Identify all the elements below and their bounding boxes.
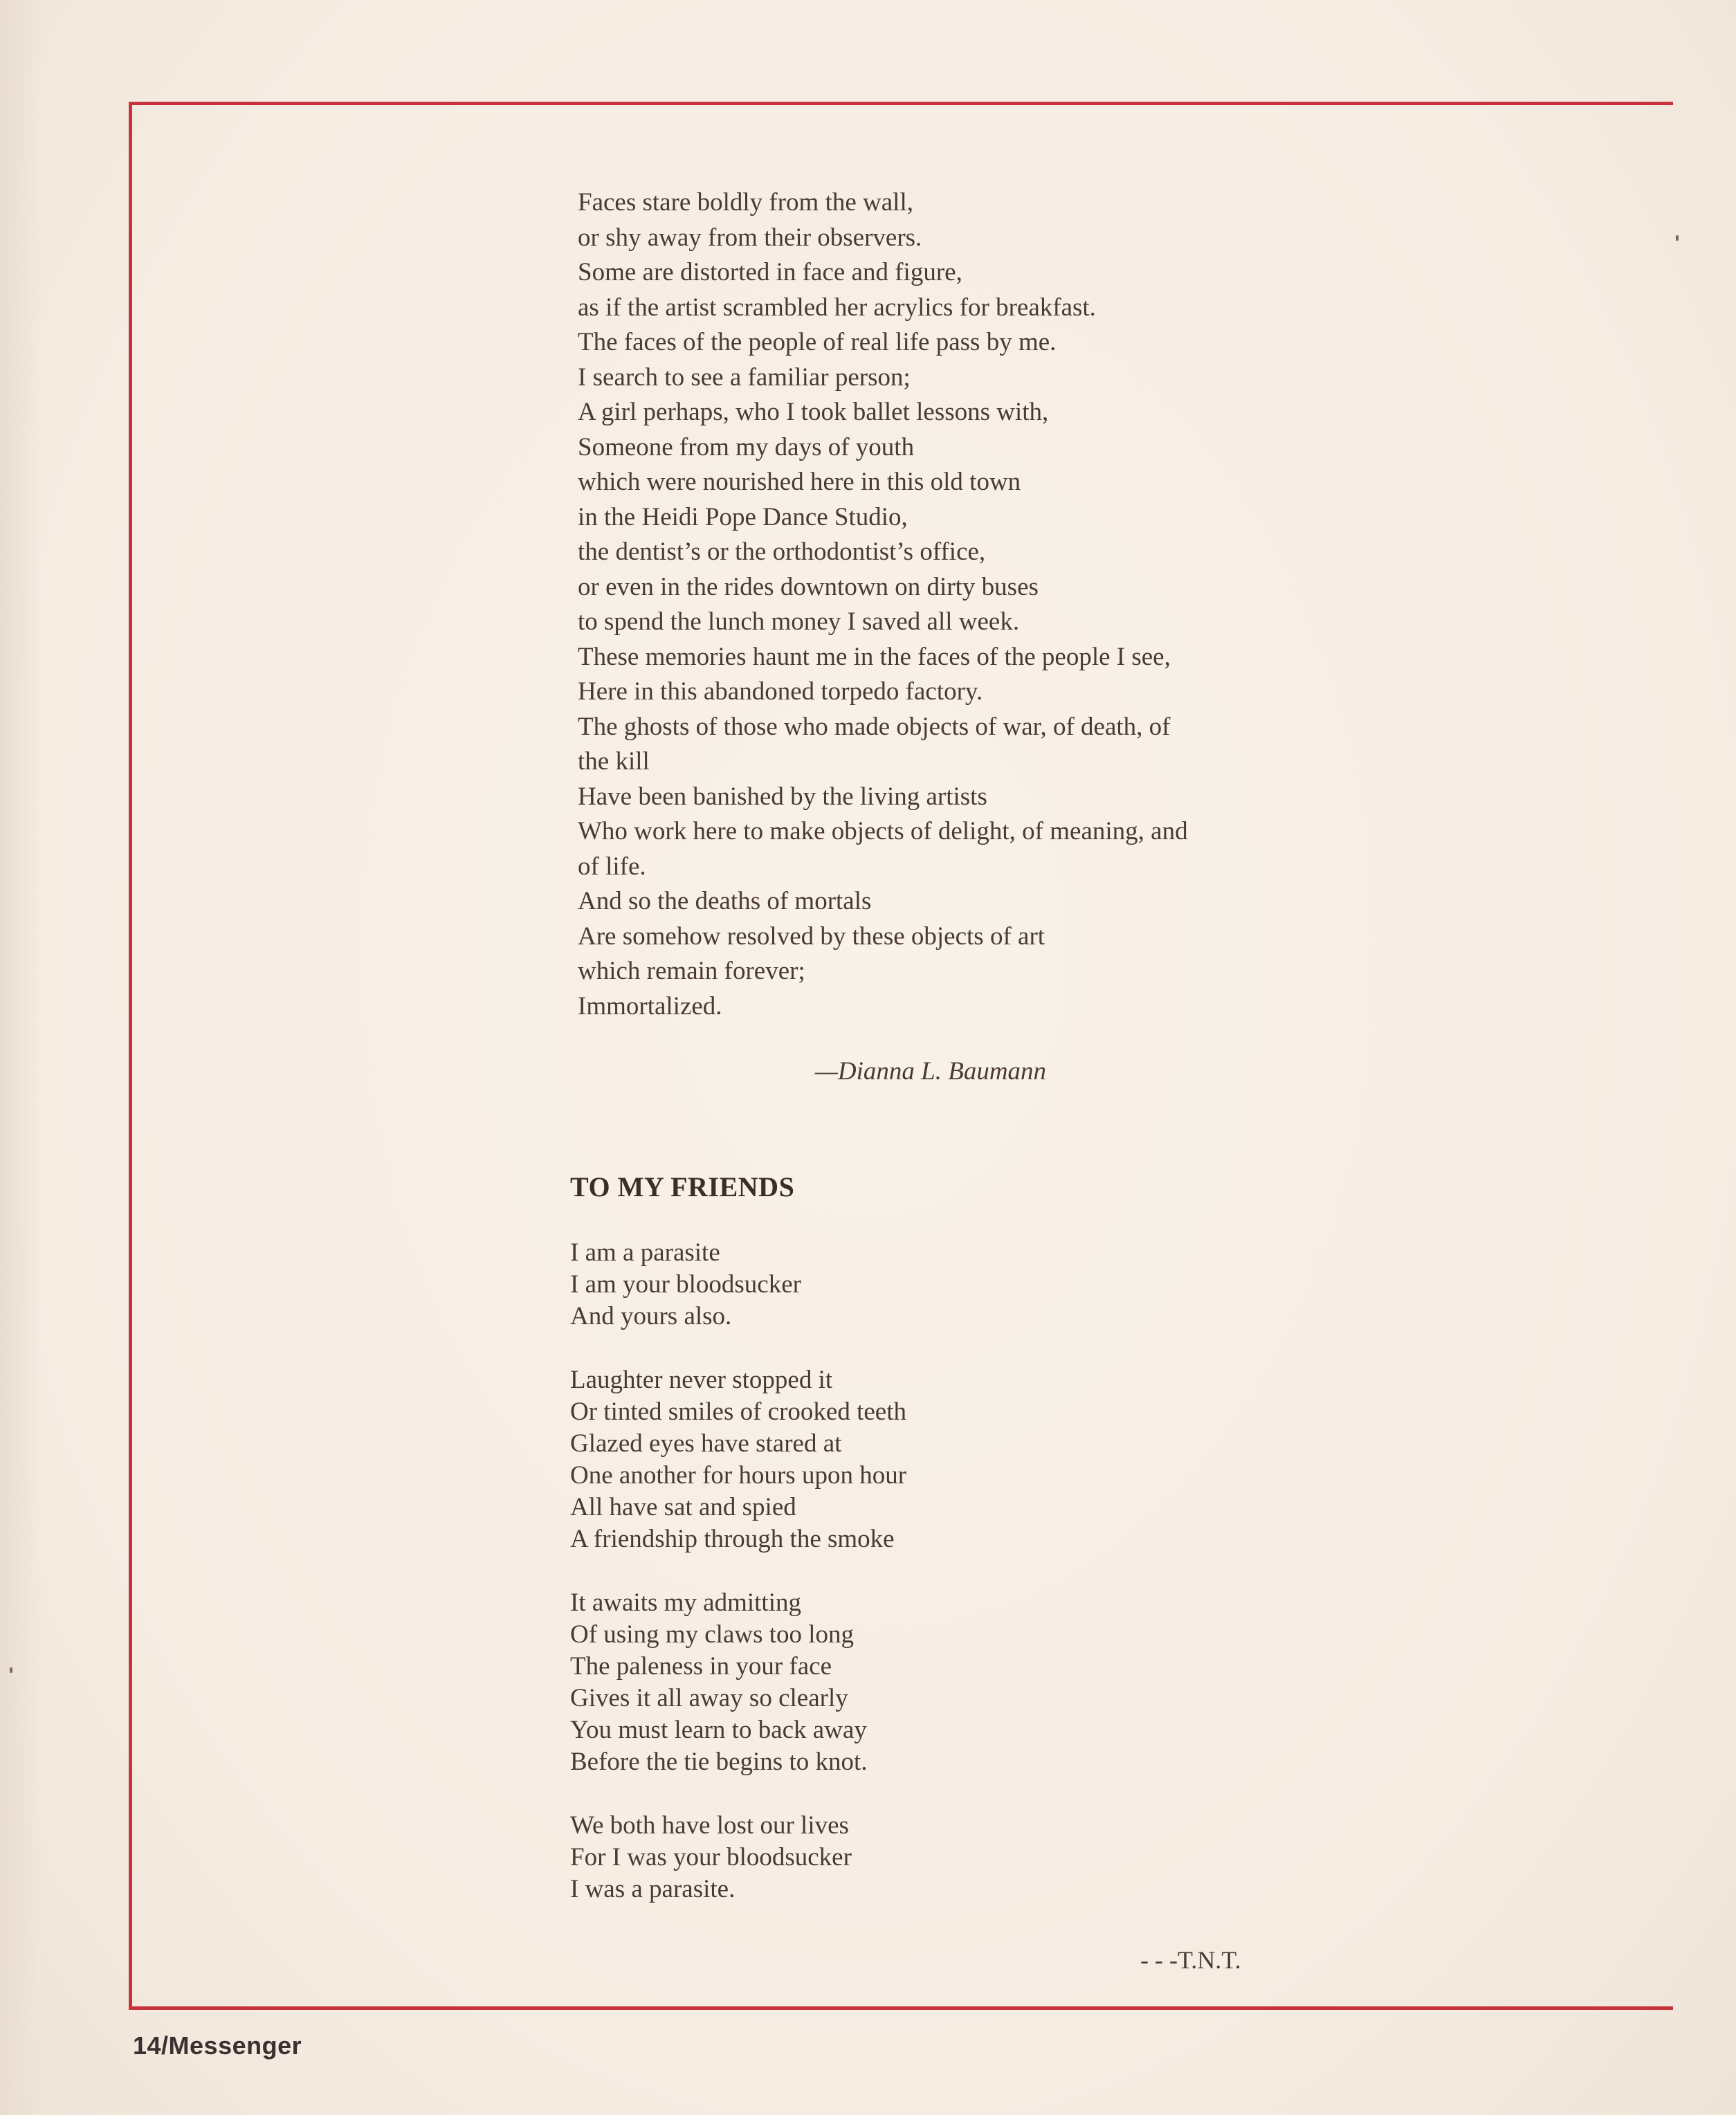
poem-line: the dentist’s or the orthodontist’s office, bbox=[578, 538, 986, 566]
poem-line: A friendship through the smoke bbox=[570, 1525, 895, 1553]
poem-two bbox=[570, 1237, 906, 1937]
poem-line: Here in this abandoned torpedo factory. bbox=[578, 677, 983, 706]
stanza bbox=[570, 1587, 906, 1778]
poem-line: which remain forever; bbox=[578, 957, 805, 985]
poem-line: Glazed eyes have stared at bbox=[570, 1429, 842, 1458]
paper-speck bbox=[10, 1667, 12, 1673]
poem-line: All have sat and spied bbox=[570, 1493, 796, 1521]
poem-line: as if the artist scrambled her acrylics for breakfast. bbox=[578, 293, 1096, 322]
poem-line: We both have lost our lives bbox=[570, 1811, 849, 1840]
poem-line: to spend the lunch money I saved all week. bbox=[578, 607, 1020, 636]
stanza bbox=[570, 1237, 906, 1333]
poem-line: Some are distorted in face and figure, bbox=[578, 258, 962, 286]
poem-line: Or tinted smiles of crooked teeth bbox=[570, 1398, 907, 1426]
poem-line: You must learn to back away bbox=[570, 1716, 867, 1744]
poem-line: And yours also. bbox=[570, 1302, 732, 1330]
poem-line: Are somehow resolved by these objects of art bbox=[578, 922, 1045, 951]
poem-line: Have been banished by the living artists bbox=[578, 782, 987, 811]
poem-line: The ghosts of those who made objects of war, of death, of bbox=[578, 712, 1171, 741]
poem-line: One another for hours upon hour bbox=[570, 1461, 907, 1490]
poem-line: I am a parasite bbox=[570, 1238, 720, 1267]
poem-line: the kill bbox=[578, 747, 650, 776]
poem-line: Laughter never stopped it bbox=[570, 1366, 833, 1394]
poem-line: These memories haunt me in the faces of the people I see, bbox=[578, 642, 1171, 671]
poem-line: Of using my claws too long bbox=[570, 1620, 855, 1649]
poem-line: in the Heidi Pope Dance Studio, bbox=[578, 502, 908, 531]
frame-left-rule bbox=[129, 102, 132, 2010]
poem-line: I search to see a familiar person; bbox=[578, 363, 911, 392]
poem-line: Immortalized. bbox=[578, 991, 722, 1020]
poem-line: Before the tie begins to knot. bbox=[570, 1748, 868, 1776]
poem-line: And so the deaths of mortals bbox=[578, 887, 872, 915]
poem-line: or even in the rides downtown on dirty buses bbox=[578, 572, 1039, 601]
poem-line: or shy away from their observers. bbox=[578, 223, 922, 252]
page-edge-shadow bbox=[0, 0, 42, 2115]
poem-two-attribution: - - -T.N.T. bbox=[1140, 1946, 1241, 1974]
poem-two-title: TO MY FRIENDS bbox=[570, 1171, 795, 1202]
poem-line: It awaits my admitting bbox=[570, 1588, 801, 1617]
poem-line: I was a parasite. bbox=[570, 1875, 735, 1903]
poem-line: Someone from my days of youth bbox=[578, 432, 915, 461]
poem-line: Faces stare boldly from the wall, bbox=[578, 188, 913, 217]
paper-speck bbox=[1676, 235, 1679, 241]
poem-line: which were nourished here in this old town bbox=[578, 468, 1021, 496]
poem-line: For I was your bloodsucker bbox=[570, 1843, 852, 1871]
poem-line: Who work here to make objects of delight, of meaning, and bbox=[578, 817, 1188, 845]
poem-one bbox=[578, 185, 1188, 1024]
poem-line: The faces of the people of real life pass by me. bbox=[578, 328, 1057, 356]
stanza bbox=[570, 1810, 906, 1905]
stanza bbox=[570, 1364, 906, 1555]
page-footer: 14/Messenger bbox=[133, 2031, 302, 2060]
poem-line: Gives it all away so clearly bbox=[570, 1684, 848, 1712]
poem-line: of life. bbox=[578, 852, 646, 881]
frame-top-rule bbox=[129, 102, 1673, 105]
poem-line: I am your bloodsucker bbox=[570, 1270, 801, 1299]
poem-one-attribution: —Dianna L. Baumann bbox=[815, 1057, 1047, 1086]
poem-line: A girl perhaps, who I took ballet lessons with, bbox=[578, 398, 1049, 426]
frame-bottom-rule bbox=[129, 2006, 1673, 2010]
poem-line: The paleness in your face bbox=[570, 1652, 832, 1681]
